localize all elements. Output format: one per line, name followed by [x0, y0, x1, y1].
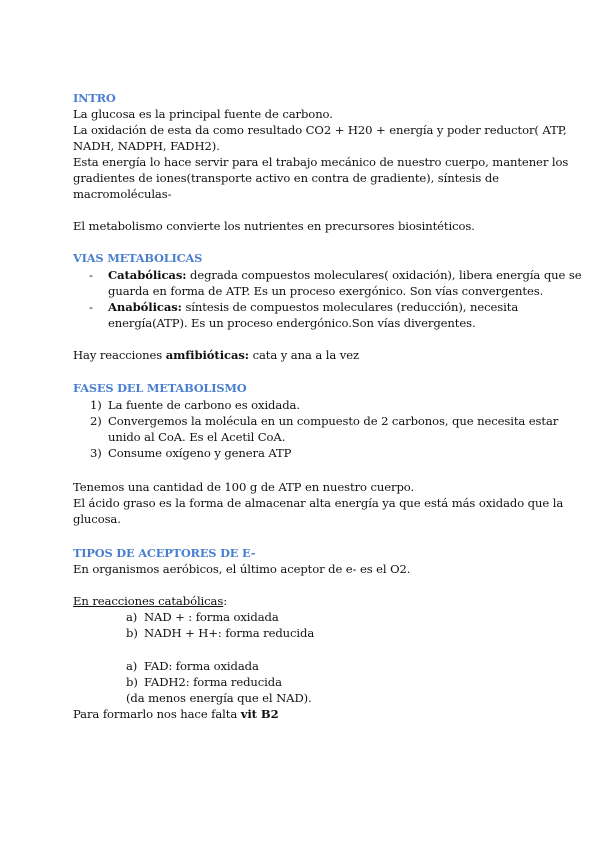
fases-heading: FASES DEL METABOLISMO: [73, 381, 247, 395]
intro-paragraph: Esta energía lo hace servir para el trabajo mecánico de nuestro cuerpo, mantener los: [73, 155, 569, 169]
tipos-subheading: [73, 593, 227, 609]
subheading-colon: :: [223, 594, 228, 608]
list-item: FADH2: forma reducida: [144, 675, 282, 689]
list-number: 3): [90, 446, 102, 460]
catabolicas-text: degrada compuestos moleculares( oxidación), libera energía que se: [186, 268, 582, 282]
anabolicas-text: energía(ATP). Es un proceso endergónico.Son vías divergentes.: [108, 316, 476, 330]
anabolicas-item: [108, 299, 518, 315]
list-number: 2): [90, 414, 102, 428]
amfibioticas-post: cata y ana a la vez: [248, 348, 359, 362]
tipos-paragraph: En organismos aeróbicos, el último aceptor de e- es el O2.: [73, 562, 411, 576]
intro-paragraph: macromoléculas-: [73, 187, 172, 201]
fases-paragraph: glucosa.: [73, 512, 121, 526]
amfibioticas-line: [73, 347, 359, 363]
vias-heading: VIAS METABOLICAS: [73, 251, 203, 265]
anabolicas-term: Anabólicas:: [108, 300, 182, 314]
list-item: NAD + : forma oxidada: [144, 610, 279, 624]
intro-paragraph: NADH, NADPH, FADH2).: [73, 139, 220, 153]
intro-paragraph: La oxidación de esta da como resultado CO2 + H20 + energía y poder reductor( ATP,: [73, 123, 567, 137]
bullet-dash: -: [89, 300, 93, 314]
list-item: unido al CoA. Es el Acetil CoA.: [108, 430, 286, 444]
vitamin-line: [73, 706, 279, 722]
intro-paragraph: gradientes de iones(transporte activo en contra de gradiente), síntesis de: [73, 171, 499, 185]
intro-paragraph: El metabolismo convierte los nutrientes en precursores biosintéticos.: [73, 219, 475, 233]
list-item: La fuente de carbono es oxidada.: [108, 398, 300, 412]
tipos-heading: TIPOS DE ACEPTORES DE E-: [73, 546, 256, 560]
list-letter: b): [126, 626, 138, 640]
vitamin-term: vit B2: [240, 707, 279, 721]
catabolicas-term: Catabólicas:: [108, 268, 187, 282]
catabolicas-item: [108, 267, 581, 283]
amfibioticas-pre: Hay reacciones: [73, 348, 166, 362]
amfibioticas-term: amfibióticas:: [165, 348, 249, 362]
list-letter: a): [126, 610, 138, 624]
list-item: NADH + H+: forma reducida: [144, 626, 315, 640]
list-item: Convergemos la molécula en un compuesto de 2 carbonos, que necesita estar: [108, 414, 559, 428]
list-letter: a): [126, 659, 138, 673]
vitamin-pre: Para formarlo nos hace falta: [73, 707, 241, 721]
list-item: FAD: forma oxidada: [144, 659, 259, 673]
fases-paragraph: El ácido graso es la forma de almacenar alta energía ya que está más oxidado que la: [73, 496, 564, 510]
list-number: 1): [90, 398, 102, 412]
anabolicas-text: síntesis de compuestos moleculares (reducción), necesita: [181, 300, 519, 314]
catabolicas-text: guarda en forma de ATP. Es un proceso exergónico. Son vías convergentes.: [108, 284, 544, 298]
bullet-dash: -: [89, 268, 93, 282]
fad-note: (da menos energía que el NAD).: [126, 691, 312, 705]
list-letter: b): [126, 675, 138, 689]
intro-heading: INTRO: [73, 91, 116, 105]
subheading-text: En reacciones catabólicas: [73, 594, 224, 608]
list-item: Consume oxígeno y genera ATP: [108, 446, 292, 460]
fases-paragraph: Tenemos una cantidad de 100 g de ATP en nuestro cuerpo.: [73, 480, 415, 494]
intro-paragraph: La glucosa es la principal fuente de carbono.: [73, 107, 333, 121]
